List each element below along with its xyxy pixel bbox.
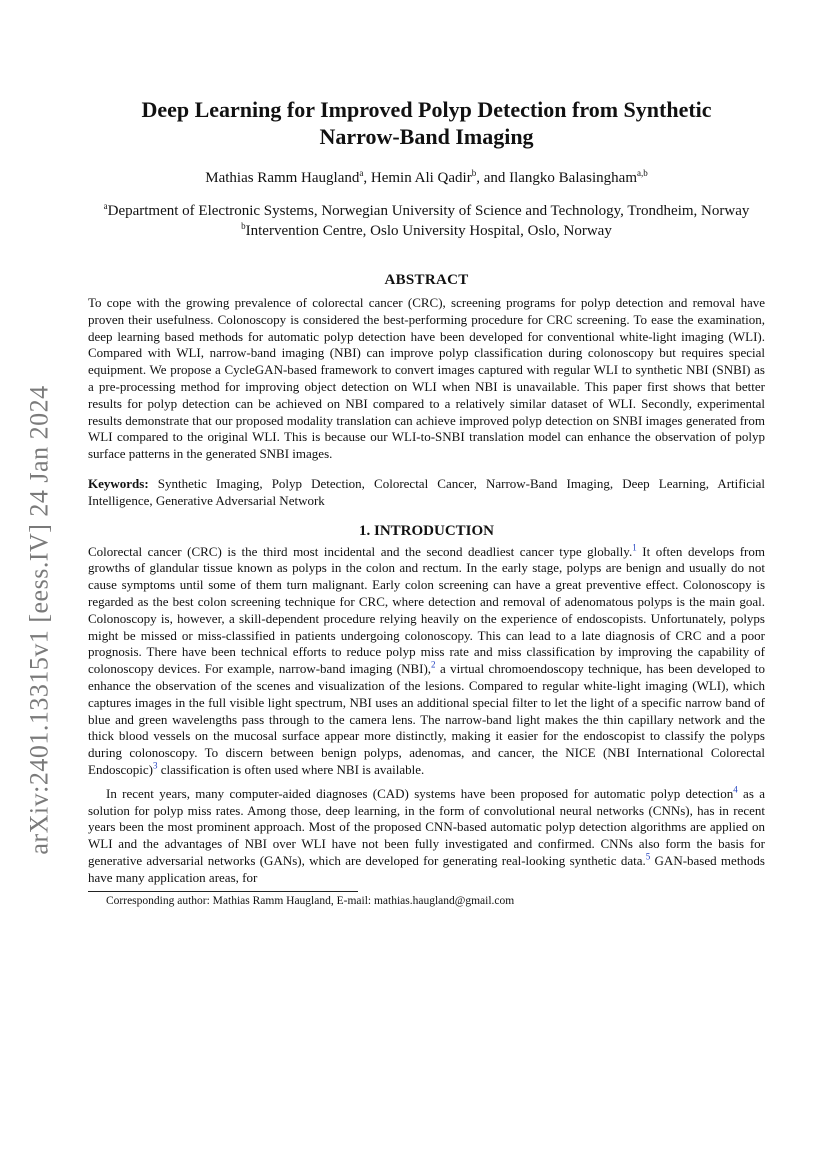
arxiv-identifier: arXiv:2401.13315v1 [eess.IV] 24 Jan 2024 [25,385,54,855]
keywords-text: Synthetic Imaging, Polyp Detection, Colorectal Cancer, Narrow-Band Imaging, Deep Learning, Artificial Intelligence, Generative Adversarial Network [88,475,765,508]
affiliations [88,202,765,241]
author-name: Mathias Ramm Haugland [205,170,360,186]
title-line-2: Narrow-Band Imaging [319,124,534,149]
paragraph-text: a virtual chromoendoscopy technique, has been developed to enhance the observation of the scenes and visualization of the lesions. Compared to regular white-light imaging (WLI), which captures images in the full visible light spectrum, NBI uses an additional special filter to let the light of a specific narrow band of blue and green wavelengths pass through to the camera lens. The narrow-band light makes the thin capillary network and the thick blood vessels on the mucosal surface appear more distinctly, making it easier for the endoscopist to classify the polyps during colonoscopy. To discern between benign polyps, adenomas, and cancer, the NICE (NBI International Colorectal Endoscopic) [88,661,765,777]
arxiv-side-stamp [22,370,58,870]
author-affil-mark: a [359,168,364,178]
author-name: , Hemin Ali Qadir [363,170,472,186]
paragraph-text: It often develops from growths of glandular tissue known as polyps in the colon and rectum. In the early stage, polyps are benign and usually do not cause symptoms until some of them turn malignant. Early colon screening can have a great preventive effect. Colonoscopy is regarded as the best colon screening technique for CRC, where detection and removal of adenomatous polyps is the main goal. Colonoscopy is, however, a skill-dependent procedure relying heavily on the experience of endoscopists. Unfortunately, polyps might be missed or miss-classified in patients undergoing colonoscopy. This can lead to a late diagnosis of CRC and a poor prognosis. There have been technical efforts to reduce polyp miss rate and miss classification by improving the capability of colonoscopy devices. For example, narrow-band imaging (NBI), [88,543,765,677]
corresponding-author-footnote: Corresponding author: Mathias Ramm Haugland, E-mail: mathias.haugland@gmail.com [106,894,515,907]
affiliation-b [88,222,765,242]
paragraph-text: Colorectal cancer (CRC) is the third most incidental and the second deadliest cancer type globally. [88,543,633,559]
keywords-label: Keywords: [88,475,149,491]
title-line-1: Deep Learning for Improved Polyp Detection from Synthetic [141,97,712,122]
affiliation-mark: b [241,220,246,231]
citation-link[interactable]: 4 [733,784,738,795]
citation-link[interactable]: 3 [152,760,158,771]
affiliation-text: Intervention Centre, Oslo University Hospital, Oslo, Norway [245,222,612,239]
abstract-heading: ABSTRACT [384,272,469,288]
keywords [88,476,765,510]
author-name: , and Ilangko Balasingham [476,170,637,186]
author-affil-mark: a,b [637,168,648,178]
intro-paragraph-1 [88,544,765,779]
author-affil-mark: b [471,168,477,178]
paper-title [88,96,765,150]
citation-link[interactable]: 2 [431,659,436,670]
abstract-text: To cope with the growing prevalence of colorectal cancer (CRC), screening programs for polyp detection and removal have proven their usefulness. Colonoscopy is considered the best-performing procedure for CRC screening. To ease the examination, deep learning based methods for automatic polyp detection have been developed for conventional white-light imaging (WLI). Compared with WLI, narrow-band imaging (NBI) can improve polyp classification during colonoscopy but requires special equipment. We propose a CycleGAN-based framework to convert images captured with regular WLI to synthetic NBI (SNBI) as a pre-processing method for improving object detection on WLI when NBI is unavailable. This paper first shows that better results for polyp detection can be achieved on NBI compared to a relatively similar dataset of WLI. Secondly, experimental results demonstrate that our proposed modality translation can achieve improved polyp detection on SNBI images generated from WLI compared to the original WLI. This is because our WLI-to-SNBI translation model can enhance the observation of polyp surface patterns in the generated SNBI images. [88,295,765,462]
affiliation-a [88,202,765,222]
paragraph-text: as a solution for polyp miss rates. Among those, deep learning, in the form of convolutional neural networks (CNNs), has in recent years been the most prominent approach. Most of the proposed CNN-based automatic polyp detection algorithms are applied on WLI and the advantages of NBI over WLI have not been fully investigated and confirmed. CNNs also form the basis for generative adversarial networks (GANs), which are developed for generating real-looking synthetic data. [88,785,765,868]
paragraph-text: classification is often used where NBI is available. [157,761,425,777]
affiliation-mark: a [103,201,108,211]
intro-paragraph-2 [88,786,765,887]
footnote-divider [88,891,358,892]
citation-link[interactable]: 1 [632,542,637,553]
citation-link[interactable]: 5 [645,851,651,862]
affiliation-text: Department of Electronic Systems, Norwegian University of Science and Technology, Trondheim, Norway [107,203,750,219]
section-heading-introduction: 1. INTRODUCTION [358,522,494,539]
paragraph-text: In recent years, many computer-aided diagnoses (CAD) systems have been proposed for automatic polyp detection [106,785,734,801]
author-list [88,170,765,187]
paper-page [88,96,765,907]
paragraph-text: GAN-based methods have many application areas, for [88,852,765,885]
